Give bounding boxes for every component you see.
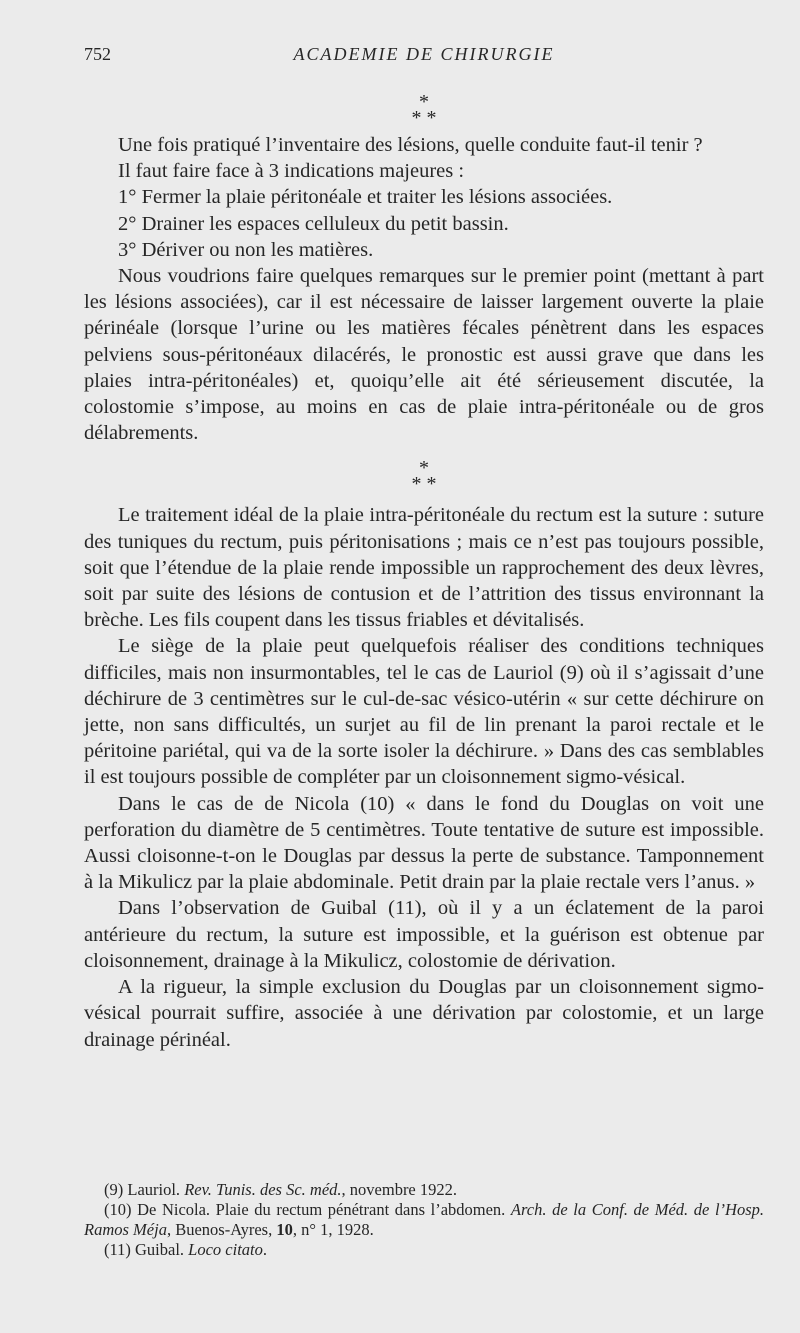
footnote-10: (10) De Nicola. Plaie du rectum pénétrant dans l’abdomen. Arch. de la Conf. de Méd. de l’Hosp. Ramos Méja, Buenos-Ayres, 10, n° 1, 1928. <box>84 1200 765 1239</box>
paragraph: Une fois pratiqué l’inventaire des lésions, quelle conduite faut-il tenir ? <box>118 134 703 156</box>
list-item: 2° Drainer les espaces celluleux du petit bassin. <box>118 212 509 235</box>
paragraph: Nous voudrions faire quelques remarques sur le premier point (mettant à part les lésions associées), car il est nécessaire de laisser largement ouverte la plaie périnéale (lorsque l’urine ou les matières fécales pénètrent dans les espaces pelviens sous-péritonéaux dilacérés, le pronostic est aussi grave que dans les plaies intra-péritonéales) et, quoiqu’elle ait été sérieusement discutée, la colostomie s’impose, au moins en cas de plaie intra-péritonéale ou de gros délabrements. <box>84 265 764 445</box>
page-number: 752 <box>84 44 111 64</box>
paragraph: Dans le cas de de Nicola (10) « dans le fond du Douglas on voit une perforation du diamètre de 5 centimètres. Toute tentative de suture est impossible. Aussi cloisonne-t-on le Douglas par dessus la perte de substance. Tamponnement à la Mikulicz par la plaie abdominale. Petit drain par la plaie rectale vers l’anus. » <box>84 792 764 894</box>
list-item: 1° Fermer la plaie péritonéale et traiter les lésions associées. <box>118 186 613 209</box>
asterism-bottom: * * <box>411 473 437 496</box>
paragraph: Le siège de la plaie peut quelquefois réaliser des conditions techniques difficiles, mais non insurmontables, tel le cas de Lauriol (9) où il s’agissait d’une déchirure de 3 centimètres sur le cul-de-sac vésico-utérin « sur cette déchirure on jette, non sans difficultés, un surjet au fil de lin prenant la paroi rectale et le péritoine pariétal, qui va de la sorte isoler la déchirure. » Dans des cas semblables il est toujours possible de compléter par un cloisonnement sigmo-vésical. <box>84 635 764 789</box>
asterism-top: * <box>419 91 429 113</box>
body-text <box>84 92 764 1053</box>
asterism-top: * <box>419 457 429 480</box>
page-header <box>84 44 764 74</box>
asterism <box>84 91 764 129</box>
paragraph: A la rigueur, la simple exclusion du Douglas par un cloisonnement sigmo-vésical pourrait suffire, associée à une dérivation par colostomie, et un large drainage périnéal. <box>84 976 764 1051</box>
paragraph: Le traitement idéal de la plaie intra-péritonéale du rectum est la suture : suture des tuniques du rectum, puis péritonisations ; mais ce n’est pas toujours possible, soit que l’étendue de la plaie rende impossible un rapprochement des deux lèvres, soit par suite des lésions de contusion et de l’attrition des tissus environnant la brèche. Les fils coupent dans les tissus friables et dévitalisés. <box>84 504 764 632</box>
asterism <box>84 457 764 496</box>
list-item: 3° Dériver ou non les matières. <box>118 238 374 261</box>
footnote-9: (9) Lauriol. Rev. Tunis. des Sc. méd., novembre 1922. <box>104 1180 458 1199</box>
paragraph: Il faut faire face à 3 indications majeures : <box>118 160 465 183</box>
footnotes <box>84 1180 764 1260</box>
asterism-bottom: * * <box>411 107 437 129</box>
paragraph: Dans l’observation de Guibal (11), où il y a un éclatement de la paroi antérieure du rectum, la suture est impossible, et la guérison est obtenue par cloisonnement, drainage à la Mikulicz, colostomie de dérivation. <box>84 897 764 972</box>
running-title: ACADEMIE DE CHIRURGIE <box>293 44 555 64</box>
footnote-11: (11) Guibal. Loco citato. <box>104 1240 267 1259</box>
